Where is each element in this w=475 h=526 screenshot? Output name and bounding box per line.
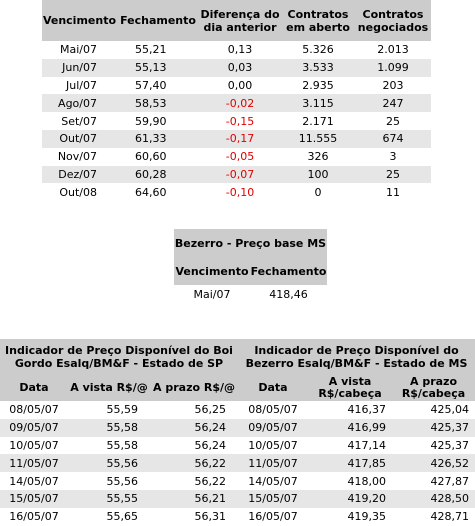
futures-cell-contratos-aberto: 3.533 — [281, 59, 355, 77]
indicator-row — [0, 490, 475, 508]
bezerro-cell-data: 11/05/07 — [238, 454, 308, 472]
header-prazo-bezerro: A prazo R$/cabeça — [392, 375, 475, 401]
boi-cell-prazo: 56,22 — [194, 474, 226, 488]
futures-cell-contratos-negociados: 11 — [386, 185, 400, 199]
futures-cell-diferenca: -0,10 — [225, 185, 255, 199]
bezerro-cell-vista: 416,99 — [308, 419, 392, 437]
futures-cell-fechamento: 60,60 — [135, 150, 167, 164]
bezerro-cell-prazo: 428,71 — [430, 510, 469, 524]
bezerro-cell-vista: 419,35 — [347, 510, 386, 524]
bezerro-cell-fechamento: 418,46 — [269, 287, 308, 301]
boi-cell-data: 15/05/07 — [0, 490, 68, 508]
bezerro-cell-vista: 418,00 — [347, 474, 386, 488]
futures-cell-contratos-negociados: 3 — [389, 150, 397, 164]
header-data-bezerro: Data — [238, 375, 308, 401]
futures-cell-fechamento: 58,53 — [117, 94, 199, 112]
header-vista-bezerro: A vista R$/cabeça — [308, 375, 392, 401]
bezerro-cell-data: 15/05/07 — [238, 490, 308, 508]
futures-cell-vencimento: Out/07 — [42, 130, 117, 148]
boi-cell-vista: 55,55 — [68, 490, 150, 508]
indicator-row — [0, 472, 475, 490]
futures-cell-contratos-aberto: 100 — [281, 166, 355, 184]
boi-cell-vista: 55,58 — [68, 419, 150, 437]
bezerro-indicator-title: Indicador de Preço Disponível do Bezerro Esalq/BM&F - Estado de MS — [238, 339, 475, 375]
futures-cell-fechamento: 60,28 — [117, 166, 199, 184]
bezerro-row — [174, 285, 327, 303]
futures-cell-fechamento: 55,13 — [117, 59, 199, 77]
futures-cell-contratos-negociados: 674 — [355, 130, 431, 148]
futures-cell-contratos-aberto: 11.555 — [281, 130, 355, 148]
futures-cell-vencimento: Mai/07 — [60, 43, 97, 57]
boi-cell-data: 09/05/07 — [0, 419, 68, 437]
boi-cell-prazo: 56,24 — [194, 438, 226, 452]
bezerro-cell-data: 14/05/07 — [248, 474, 298, 488]
futures-cell-vencimento: Set/07 — [61, 114, 97, 128]
futures-cell-vencimento: Dez/07 — [42, 166, 117, 184]
bezerro-cell-prazo: 428,50 — [392, 490, 475, 508]
boi-cell-prazo: 56,24 — [150, 419, 238, 437]
futures-row — [42, 130, 431, 148]
bezerro-cell-data: 10/05/07 — [248, 438, 298, 452]
futures-row — [42, 183, 431, 201]
futures-cell-contratos-negociados: 1.099 — [355, 59, 431, 77]
indicators-body — [0, 401, 475, 526]
bezerro-cell-data: 16/05/07 — [248, 510, 298, 524]
futures-row — [42, 59, 431, 77]
header-vista-boi: A vista R$/@ — [68, 375, 150, 401]
futures-cell-contratos-negociados: 203 — [382, 78, 404, 92]
boi-cell-prazo: 56,22 — [150, 454, 238, 472]
futures-cell-contratos-aberto: 0 — [314, 185, 322, 199]
futures-cell-vencimento: Ago/07 — [42, 94, 117, 112]
indicator-row — [0, 437, 475, 455]
futures-table — [42, 0, 431, 201]
bezerro-cell-prazo: 426,52 — [392, 454, 475, 472]
bezerro-table — [174, 229, 327, 303]
indicator-row — [0, 419, 475, 437]
boi-cell-prazo: 56,25 — [194, 403, 226, 417]
futures-cell-contratos-negociados: 2.013 — [377, 43, 409, 57]
futures-cell-fechamento: 64,60 — [135, 185, 167, 199]
indicators-title-row — [0, 339, 475, 375]
bezerro-cell-data: 09/05/07 — [238, 419, 308, 437]
bezerro-title: Bezerro - Preço base MS — [174, 229, 327, 257]
indicator-row — [0, 508, 475, 526]
futures-cell-contratos-aberto: 2.171 — [302, 114, 334, 128]
boi-indicator-title: Indicador de Preço Disponível do Boi Gordo Esalq/BM&F - Estado de SP — [0, 339, 238, 375]
futures-cell-contratos-negociados: 25 — [386, 114, 400, 128]
futures-cell-diferenca: -0,17 — [199, 130, 281, 148]
boi-cell-vista: 55,56 — [68, 454, 150, 472]
boi-cell-vista: 55,65 — [106, 510, 138, 524]
header-contratos-aberto: Contratos em aberto — [281, 0, 355, 41]
futures-cell-fechamento: 59,90 — [135, 114, 167, 128]
futures-cell-diferenca: -0,07 — [199, 166, 281, 184]
bezerro-cell-prazo: 427,87 — [430, 474, 469, 488]
indicator-row — [0, 454, 475, 472]
header-diferenca: Diferença do dia anterior — [199, 0, 281, 41]
boi-cell-data: 08/05/07 — [9, 403, 59, 417]
futures-cell-diferenca: 0,00 — [227, 78, 253, 92]
futures-row — [42, 41, 431, 59]
futures-cell-contratos-negociados: 25 — [355, 166, 431, 184]
futures-cell-contratos-aberto: 2.935 — [302, 78, 334, 92]
header-vencimento: Vencimento — [42, 0, 117, 41]
futures-cell-fechamento: 61,33 — [117, 130, 199, 148]
bezerro-cell-prazo: 425,37 — [392, 419, 475, 437]
header-fechamento: Fechamento — [117, 0, 199, 41]
bezerro-cell-vencimento: Mai/07 — [193, 287, 231, 301]
futures-cell-vencimento: Out/08 — [59, 185, 97, 199]
boi-cell-vista: 55,59 — [106, 403, 138, 417]
futures-row — [42, 77, 431, 95]
futures-row — [42, 166, 431, 184]
futures-cell-fechamento: 57,40 — [135, 78, 167, 92]
bezerro-header-fechamento: Fechamento — [250, 257, 327, 285]
boi-cell-prazo: 56,21 — [150, 490, 238, 508]
futures-cell-contratos-aberto: 326 — [307, 150, 329, 164]
futures-cell-contratos-negociados: 247 — [355, 94, 431, 112]
boi-cell-data: 16/05/07 — [9, 510, 59, 524]
bezerro-cell-vista: 417,14 — [347, 438, 386, 452]
bezerro-body — [174, 285, 327, 303]
futures-cell-vencimento: Jul/07 — [66, 78, 97, 92]
boi-cell-vista: 55,56 — [106, 474, 138, 488]
futures-body — [42, 41, 431, 201]
futures-cell-diferenca: -0,02 — [199, 94, 281, 112]
futures-cell-contratos-aberto: 3.115 — [281, 94, 355, 112]
bezerro-cell-vista: 419,20 — [308, 490, 392, 508]
bezerro-cell-vista: 416,37 — [347, 403, 386, 417]
bezerro-cell-prazo: 425,04 — [430, 403, 469, 417]
boi-cell-data: 14/05/07 — [9, 474, 59, 488]
boi-cell-vista: 55,58 — [106, 438, 138, 452]
bezerro-cell-vista: 417,85 — [308, 454, 392, 472]
indicator-row — [0, 401, 475, 419]
futures-cell-diferenca: -0,05 — [225, 150, 255, 164]
futures-cell-diferenca: 0,13 — [227, 43, 253, 57]
futures-row — [42, 94, 431, 112]
futures-cell-fechamento: 55,21 — [135, 43, 167, 57]
indicators-header-row — [0, 375, 475, 401]
header-prazo-boi: A prazo R$/@ — [150, 375, 238, 401]
header-contratos-negociados: Contratos negociados — [355, 0, 431, 41]
futures-cell-vencimento: Jun/07 — [42, 59, 117, 77]
bezerro-cell-prazo: 425,37 — [430, 438, 469, 452]
bezerro-header-row — [174, 257, 327, 285]
indicators-table — [0, 339, 475, 526]
boi-cell-data: 11/05/07 — [0, 454, 68, 472]
bezerro-header-vencimento: Vencimento — [174, 257, 250, 285]
boi-cell-data: 10/05/07 — [9, 438, 59, 452]
futures-header-row — [42, 0, 431, 41]
boi-cell-prazo: 56,31 — [194, 510, 226, 524]
header-data-boi: Data — [0, 375, 68, 401]
futures-cell-diferenca: 0,03 — [199, 59, 281, 77]
futures-row — [42, 148, 431, 166]
futures-cell-diferenca: -0,15 — [225, 114, 255, 128]
futures-cell-contratos-aberto: 5.326 — [302, 43, 334, 57]
bezerro-cell-data: 08/05/07 — [248, 403, 298, 417]
futures-row — [42, 112, 431, 130]
futures-cell-vencimento: Nov/07 — [57, 150, 97, 164]
bezerro-title-row — [174, 229, 327, 257]
